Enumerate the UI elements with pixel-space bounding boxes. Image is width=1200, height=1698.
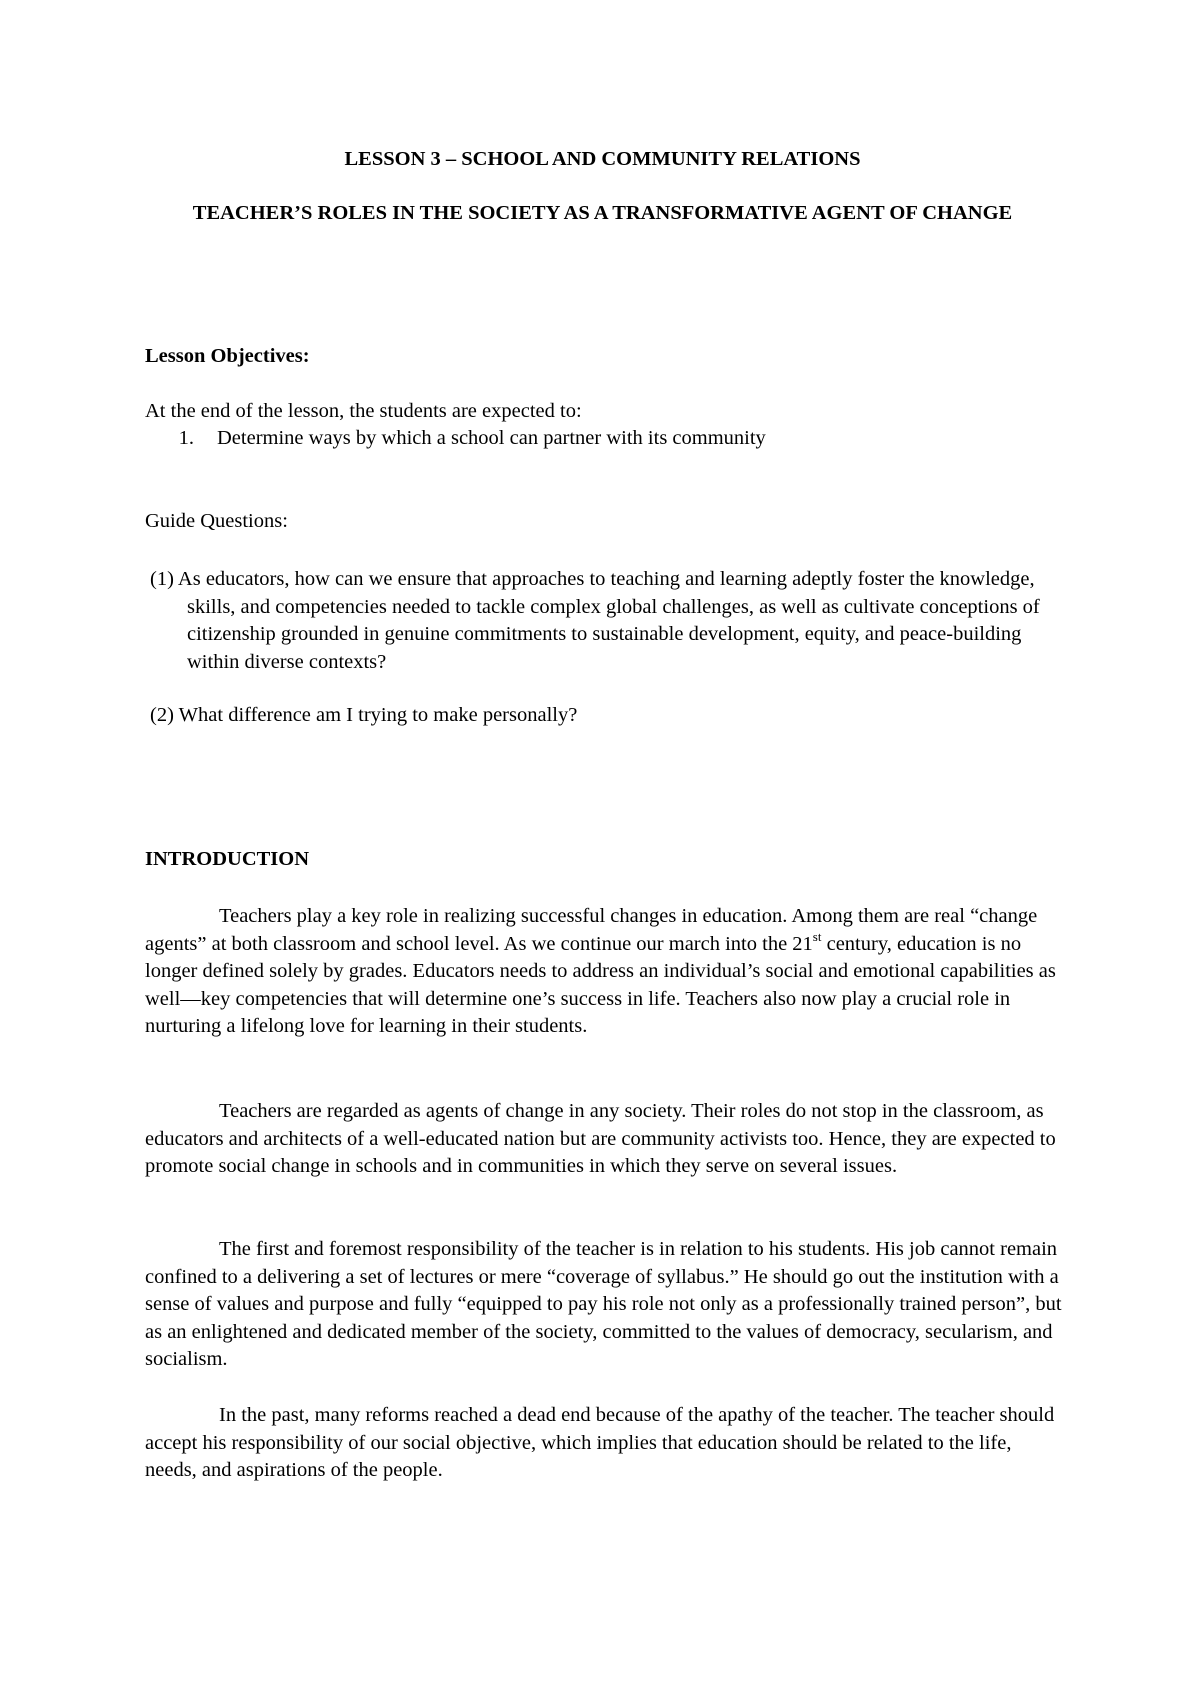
objectives-heading: Lesson Objectives: — [145, 345, 310, 367]
objectives-intro: At the end of the lesson, the students are expected to: — [145, 400, 582, 422]
guide-question-text: What difference am I trying to make personally? — [178, 704, 578, 726]
guide-question-item — [150, 702, 1075, 730]
superscript: st — [812, 928, 822, 944]
lesson-title: LESSON 3 – SCHOOL AND COMMUNITY RELATIONS — [344, 148, 861, 170]
paragraph-text: century, education is no longer defined solely by grades. Educators needs to address an individual’s social and emotional capabilities as well—key competencies that will determine one’s success in life. Teachers also now play a crucial role in nurturing a lifelong love for learning in their students. — [145, 932, 1056, 1037]
guide-question-text: As educators, how can we ensure that approaches to teaching and learning adeptly foster the knowledge, skills, and competencies needed to tackle complex global challenges, as well as cultivate conceptions of citizenship grounded in genuine commitments to sustainable development, equity, and peace-building within diverse contexts? — [177, 568, 1040, 673]
guide-question-item — [150, 566, 1075, 676]
guide-question-number: (1) — [150, 568, 174, 590]
introduction-heading: INTRODUCTION — [145, 848, 310, 870]
lesson-subtitle: TEACHER’S ROLES IN THE SOCIETY AS A TRANSFORMATIVE AGENT OF CHANGE — [192, 202, 1013, 224]
introduction-paragraph — [145, 903, 1065, 1041]
guide-questions-heading: Guide Questions: — [145, 510, 288, 532]
objective-item — [145, 425, 1065, 453]
guide-question-number: (2) — [150, 704, 174, 726]
objective-text: Determine ways by which a school can partner with its community — [217, 427, 766, 449]
paragraph-text: Teachers play a key role in realizing successful changes in education. Among them are real “change agents” at both classroom and school level. As we continue our march into the 21 — [145, 905, 1038, 955]
objective-number: 1. — [178, 427, 194, 449]
introduction-paragraph: The first and foremost responsibility of the teacher is in relation to his students. His job cannot remain confined to a delivering a set of lectures or mere “coverage of syllabus.” He should go out the institution with a sense of values and purpose and fully “equipped to pay his role not only as a professionally trained person”, but as an enlightened and dedicated member of the society, committed to the values of democracy, secularism, and socialism. — [145, 1238, 1062, 1370]
introduction-paragraph: In the past, many reforms reached a dead end because of the apathy of the teacher. The teacher should accept his responsibility of our social objective, which implies that education should be related to the life, needs, and aspirations of the people. — [145, 1404, 1055, 1481]
introduction-paragraph: Teachers are regarded as agents of change in any society. Their roles do not stop in the classroom, as educators and architects of a well-educated nation but are community activists too. Hence, they are expected to promote social change in schools and in communities in which they serve on several issues. — [145, 1100, 1056, 1177]
